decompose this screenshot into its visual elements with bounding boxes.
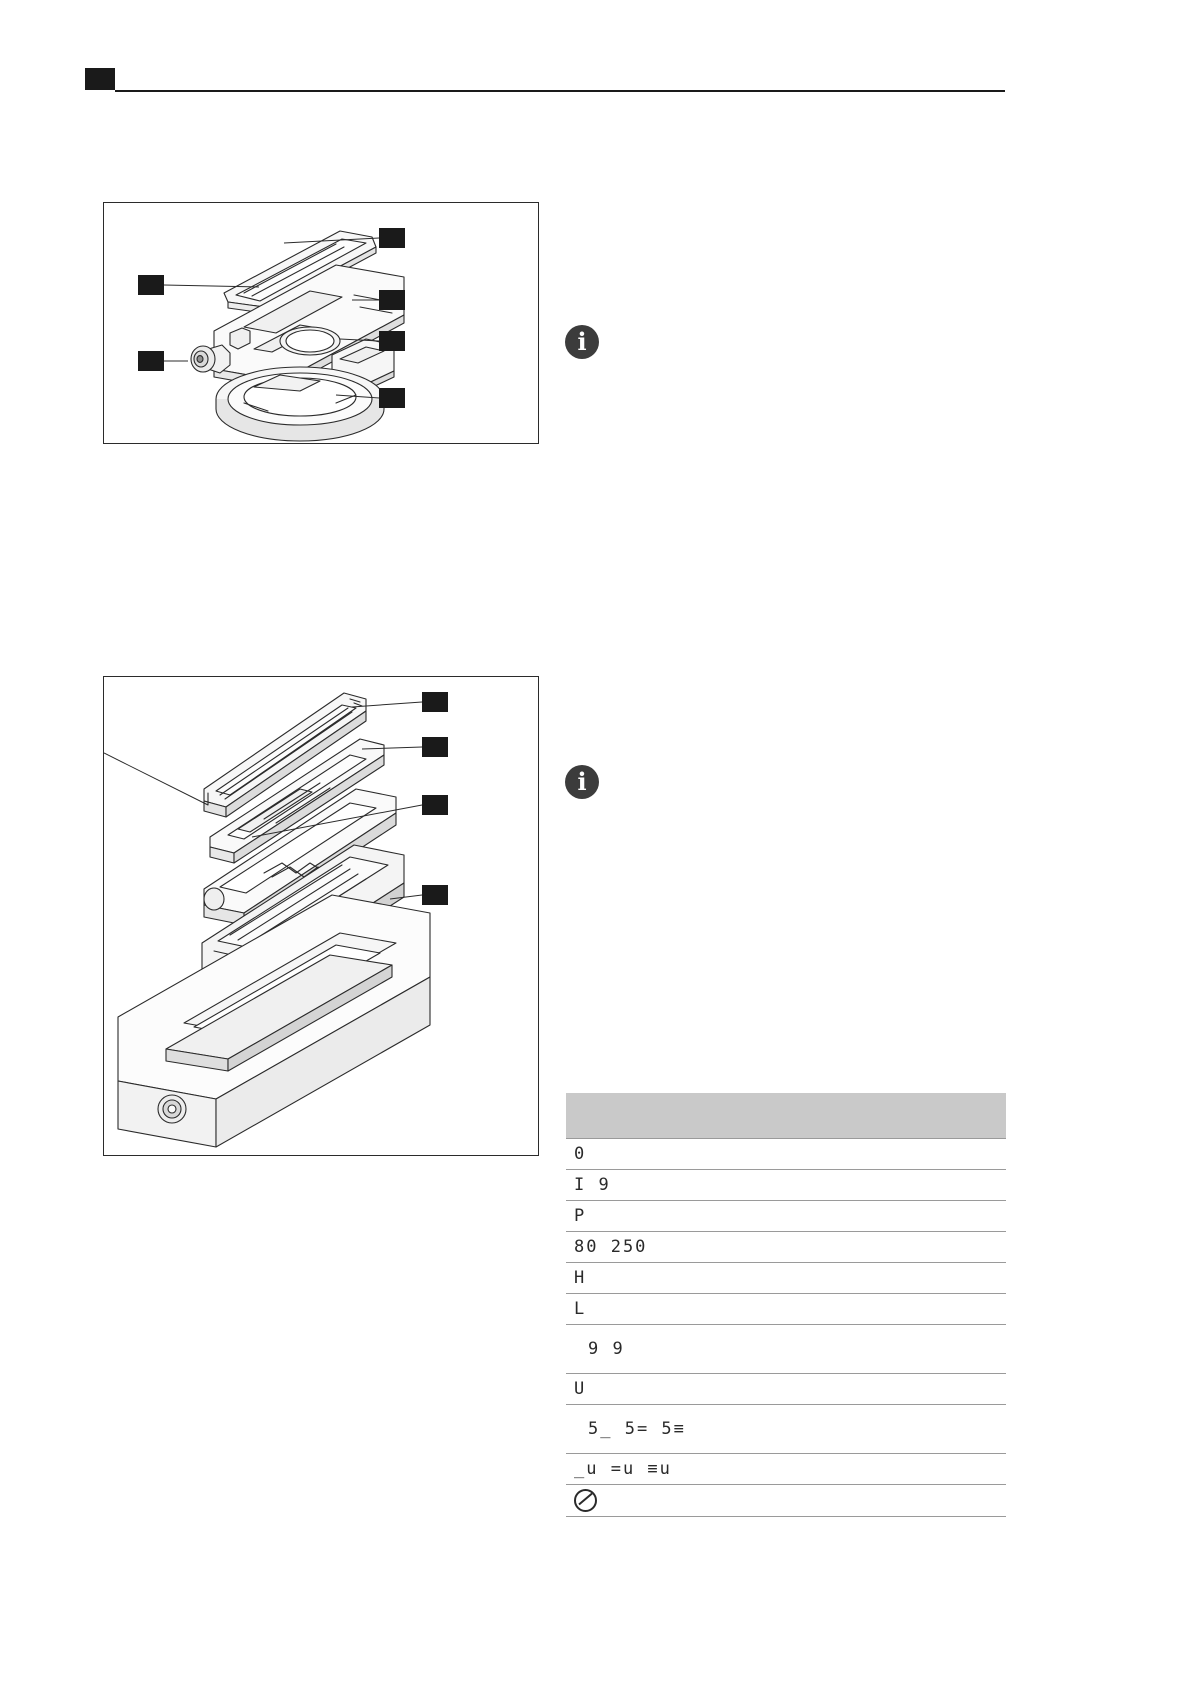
table-header-row [566,1094,1006,1139]
table-row [566,1263,1006,1294]
page-header [85,68,1005,96]
info-icon: i [565,765,599,799]
figure-exploded-drawer-assembly [103,676,539,1156]
table-row [566,1454,1006,1485]
display-code-prohibit [566,1485,1006,1517]
display-code: L [566,1294,1006,1325]
figure-1-leader-lines [104,203,538,443]
table-row [566,1294,1006,1325]
table-row [566,1374,1006,1405]
table-row [566,1170,1006,1201]
figure-2-leader-lines [104,677,538,1155]
table-row [566,1201,1006,1232]
table-row [566,1325,1006,1374]
table-row [566,1139,1006,1170]
header-rule [115,90,1005,92]
table-header-cell [566,1094,1006,1139]
table-row [566,1485,1006,1517]
display-code: 5_ 5= 5≡ [566,1405,1006,1454]
display-code: H [566,1263,1006,1294]
prohibit-icon [574,1489,597,1512]
display-code: U [566,1374,1006,1405]
header-marker [85,68,115,90]
display-code: _u =u ≡u [566,1454,1006,1485]
display-code: 80 250 [566,1232,1006,1263]
info-icon: i [565,325,599,359]
display-code: 0 [566,1139,1006,1170]
display-code-superscript: 9 9 [566,1325,1006,1374]
display-code-table [566,1093,1006,1517]
table-row [566,1232,1006,1263]
figure-exploded-filter-assembly [103,202,539,444]
table-row [566,1405,1006,1454]
display-code: P [566,1201,1006,1232]
display-code: I 9 [566,1170,1006,1201]
